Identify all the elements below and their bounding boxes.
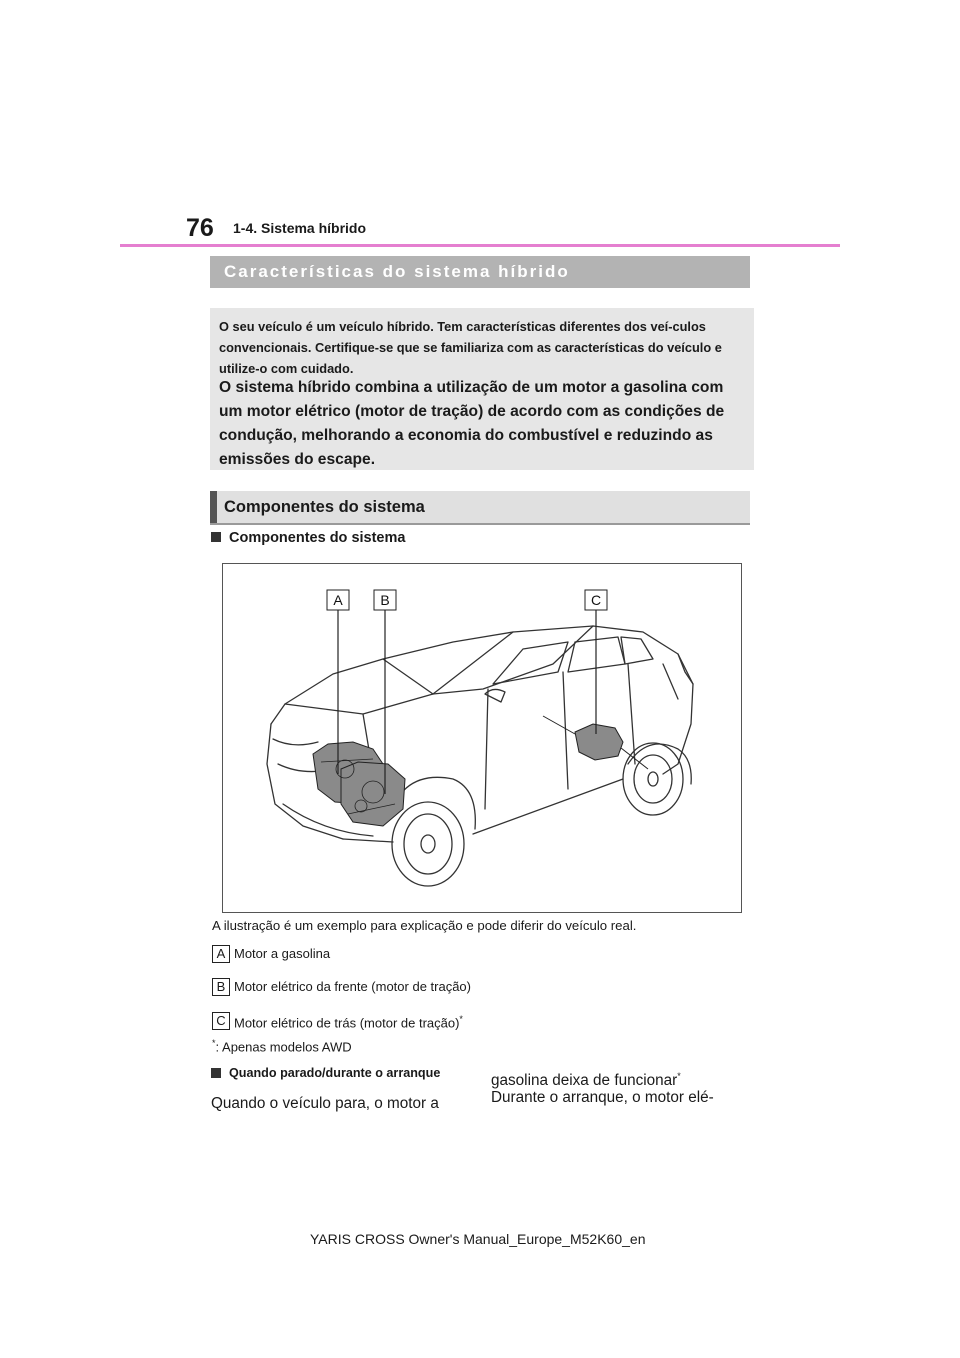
- callout-c: [585, 590, 607, 610]
- footnote-text: : Apenas modelos AWD: [215, 1039, 352, 1055]
- vehicle-illustration: [222, 563, 742, 913]
- legend-badge-c: C: [212, 1012, 230, 1030]
- figure-caption: A ilustração é um exemplo para explicação e pode diferir do veículo real.: [212, 918, 637, 933]
- header-rule: [120, 244, 840, 247]
- stopped-heading-text: Quando parado/durante o arranque: [229, 1066, 441, 1080]
- intro-text-large: O sistema híbrido combina a utilização de um motor a gasolina com um motor elétrico (motor de tração) de acordo com as condições de condução, melhorando a economia do combustível e reduzindo as emissões do escape.: [219, 379, 725, 468]
- callout-a-label: A: [333, 592, 343, 608]
- stopped-right-line1-text: gasolina deixa de funcionar: [491, 1072, 678, 1090]
- callout-a: [327, 590, 349, 610]
- legend-badge-a: A: [212, 945, 230, 963]
- legend-item-b: [212, 978, 471, 996]
- features-title: Características do sistema híbrido: [224, 262, 570, 281]
- stopped-right-footnote-mark: *: [677, 1071, 681, 1081]
- square-bullet-icon: [211, 1068, 221, 1078]
- callout-b-label: B: [380, 592, 390, 608]
- legend-c-footnote-mark: *: [459, 1014, 463, 1024]
- callout-b: [374, 590, 396, 610]
- legend-text-a: Motor a gasolina: [234, 946, 331, 961]
- legend-text-c-label: Motor elétrico de trás (motor de tração): [234, 1015, 460, 1031]
- footnote-star: *: [212, 1038, 216, 1048]
- components-title-accent: [210, 491, 217, 523]
- section-reference: 1-4. Sistema híbrido: [233, 220, 367, 236]
- page-footer: YARIS CROSS Owner's Manual_Europe_M52K60_en: [310, 1231, 646, 1247]
- stopped-heading: [211, 1066, 440, 1080]
- square-bullet-icon: [211, 532, 221, 542]
- legend-item-c: [212, 1010, 463, 1032]
- legend-badge-b: B: [212, 978, 230, 996]
- stopped-right-line2: Durante o arranque, o motor elé-: [491, 1089, 714, 1106]
- legend-text-c: [234, 1010, 463, 1032]
- page-number: 76: [186, 214, 214, 242]
- stopped-left-text: Quando o veículo para, o motor a: [211, 1095, 439, 1112]
- components-title: Componentes do sistema: [224, 498, 425, 516]
- vehicle-drawing: [223, 564, 741, 912]
- intro-text-small: O seu veículo é um veículo híbrido. Tem características diferentes dos veí-culos convencionais. Certifique-se que se familiariza com as características do veículo e utilize-o com cuidado.: [219, 319, 722, 376]
- legend-text-b: Motor elétrico da frente (motor de tração): [234, 979, 471, 994]
- footnote: [212, 1038, 352, 1054]
- callout-c-label: C: [590, 592, 602, 608]
- components-subheading: [211, 530, 405, 546]
- components-subheading-text: Componentes do sistema: [229, 530, 406, 546]
- legend-item-a: [212, 945, 330, 963]
